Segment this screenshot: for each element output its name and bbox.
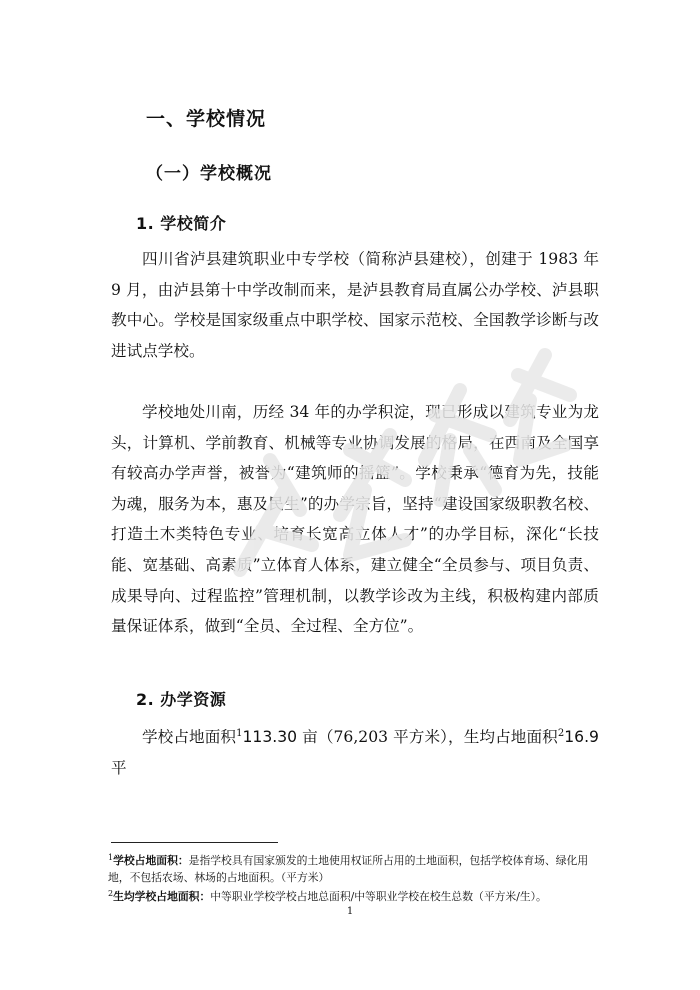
footnote-ref-1: 1 bbox=[236, 728, 243, 739]
footnote-2-text: 中等职业学校学校占地总面积/中等职业学校在校生总数（平方米/生）。 bbox=[210, 890, 547, 903]
page-number: 1 bbox=[346, 906, 354, 917]
section-heading-1: 一、学校情况 bbox=[146, 108, 267, 130]
footnote-2-number: 2 bbox=[108, 889, 114, 898]
resources-text-c: 平 bbox=[111, 758, 127, 777]
footnote-1-term: 学校占地面积： bbox=[113, 854, 189, 867]
intro-paragraph-1: 四川省泸县建筑职业中专学校（简称泸县建校），创建于 1983 年 9 月，由泸县第十中学改制而来，是泸县教育局直属公办学校、泸县职教中心。学校是国家级重点中职学校、国家示范校、全国教学诊断与改进试点学校。 bbox=[111, 250, 599, 360]
footnote-2 bbox=[108, 886, 608, 906]
footnote-2-term: 生均学校占地面积： bbox=[113, 890, 211, 903]
resources-text-a: 学校占地面积 bbox=[142, 728, 237, 746]
resources-text-b: 亩（76,203 平方米），生均占地面积 bbox=[297, 728, 558, 746]
area-value: 113.30 bbox=[242, 728, 298, 746]
subsection-title-resources: 2. 办学资源 bbox=[136, 690, 227, 709]
intro-paragraph-2: 学校地处川南，历经 34 年的办学积淀，现已形成以建筑专业为龙头，计算机、学前教育、机械等专业协调发展的格局，在西南及全国享有较高办学声誉，被誉为“建筑师的摇篮”。学校秉承“德育为先，技能为魂，服务为本，惠及民生”的办学宗旨，坚持“建设国家级职教名校、打造土木类特色专业、培育长宽高立体人才”的办学目标，深化“长技能、宽基础、高素质”立体育人体系，建立健全“全员参与、项目负责、成果导向、过程监控”管理机制，以教学诊改为主线，积极构建内部质量保证体系，做到“全员、全过程、全方位”。 bbox=[111, 403, 599, 636]
footnote-1-number: 1 bbox=[108, 853, 114, 862]
footnote-1-text: 是指学校具有国家颁发的土地使用权证所占用的土地面积，包括学校体育场、绿化用地，不包括农场、林场的占地面积。（平方米） bbox=[108, 854, 589, 884]
per-student-value: 16.9 bbox=[564, 728, 599, 746]
section-heading-2: （一）学校概况 bbox=[146, 164, 272, 184]
subsection-title-intro: 1. 学校简介 bbox=[136, 214, 227, 233]
resources-paragraph bbox=[111, 719, 599, 783]
footnote-ref-2: 2 bbox=[557, 728, 565, 739]
footnote-divider bbox=[111, 842, 278, 843]
footnote-1 bbox=[108, 850, 608, 886]
